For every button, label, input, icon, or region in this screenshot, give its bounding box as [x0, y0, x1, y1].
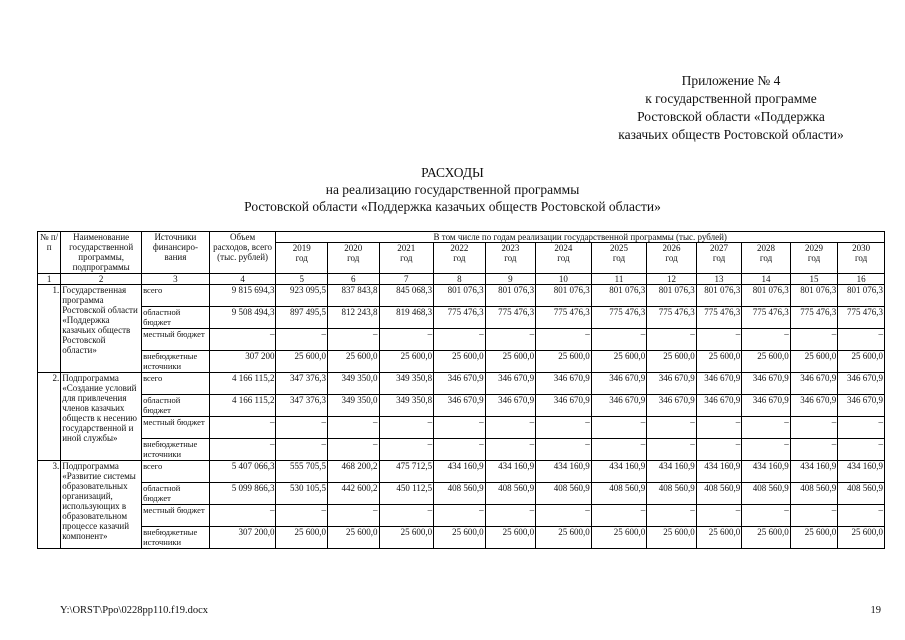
column-number: 2 — [61, 274, 142, 285]
year-amount: 475 712,5 — [379, 461, 434, 483]
year-amount: 346 670,9 — [591, 395, 647, 417]
header-number: № п/п — [38, 232, 61, 274]
year-amount: 801 076,3 — [696, 285, 741, 307]
column-number: 12 — [647, 274, 697, 285]
year-amount: 408 560,9 — [485, 483, 536, 505]
row-number: 1. — [38, 285, 61, 373]
document-heading — [0, 164, 905, 215]
funding-source: внебюджетные источники — [142, 439, 210, 461]
year-amount: – — [696, 439, 741, 461]
year-amount: 25 600,0 — [696, 351, 741, 373]
document-title: РАСХОДЫ — [421, 165, 484, 180]
year-amount: 450 112,5 — [379, 483, 434, 505]
table-row — [38, 483, 885, 505]
appendix-line: казачьих обществ Ростовской области» — [618, 127, 844, 142]
column-number-row — [38, 274, 885, 285]
year-value: 2028 — [757, 243, 776, 253]
total-value: 5 099 866,3 — [209, 483, 276, 505]
year-suffix: год — [504, 253, 517, 263]
year-value: 2030 — [852, 243, 871, 253]
year-amount: 801 076,3 — [591, 285, 647, 307]
year-value: 2020 — [344, 243, 363, 253]
year-amount: 775 476,3 — [536, 307, 592, 329]
total-value: – — [209, 329, 276, 351]
year-amount: 346 670,9 — [742, 373, 791, 395]
year-amount: 801 076,3 — [536, 285, 592, 307]
year-amount: 801 076,3 — [434, 285, 486, 307]
file-path: Y:\ORST\Ppo\0228pp110.f19.docx — [60, 605, 208, 616]
document-subtitle: на реализацию государственной программы — [325, 182, 580, 197]
year-amount: – — [647, 439, 697, 461]
funding-source: всего — [142, 285, 210, 307]
year-amount: 25 600,0 — [276, 527, 328, 549]
year-value: 2023 — [501, 243, 520, 253]
funding-source: всего — [142, 461, 210, 483]
year-amount: 347 376,3 — [276, 395, 328, 417]
year-amount: 442 600,2 — [327, 483, 379, 505]
year-amount: 349 350,8 — [379, 373, 434, 395]
year-amount: 801 076,3 — [790, 285, 837, 307]
header-years-span: В том числе по годам реализации государственной программы (тыс. рублей) — [276, 232, 885, 243]
table-row — [38, 329, 885, 351]
year-amount: – — [434, 439, 486, 461]
year-amount: 812 243,8 — [327, 307, 379, 329]
program-name: Государственная программа Ростовской области «Поддержка казачьих обществ Ростовской области» — [61, 285, 142, 373]
year-amount: 25 600,0 — [379, 351, 434, 373]
year-amount: – — [647, 329, 697, 351]
year-amount: – — [379, 329, 434, 351]
header-year — [591, 243, 647, 274]
year-amount: 555 705,5 — [276, 461, 328, 483]
year-amount: 347 376,3 — [276, 373, 328, 395]
year-amount: 346 670,9 — [485, 373, 536, 395]
year-amount: 775 476,3 — [434, 307, 486, 329]
year-amount: 801 076,3 — [742, 285, 791, 307]
year-amount: 25 600,0 — [536, 351, 592, 373]
column-number: 6 — [327, 274, 379, 285]
funding-source: внебюджетные источники — [142, 527, 210, 549]
year-amount: 25 600,0 — [591, 527, 647, 549]
year-amount: 25 600,0 — [742, 351, 791, 373]
year-amount: – — [276, 439, 328, 461]
year-amount: 25 600,0 — [790, 351, 837, 373]
total-value: – — [209, 417, 276, 439]
row-number: 3. — [38, 461, 61, 549]
column-number: 9 — [485, 274, 536, 285]
year-amount: 349 350,0 — [327, 395, 379, 417]
year-suffix: год — [712, 253, 726, 263]
header-volume: Объем расходов, всего (тыс. рублей) — [209, 232, 276, 274]
header-year — [327, 243, 379, 274]
year-amount: – — [276, 505, 328, 527]
year-amount: 408 560,9 — [838, 483, 885, 505]
year-amount: 775 476,3 — [591, 307, 647, 329]
year-amount: 408 560,9 — [434, 483, 486, 505]
year-amount: – — [485, 439, 536, 461]
year-amount: 434 160,9 — [434, 461, 486, 483]
year-amount: 346 670,9 — [536, 395, 592, 417]
year-amount: – — [485, 417, 536, 439]
funding-source: областной бюджет — [142, 483, 210, 505]
year-amount: – — [327, 505, 379, 527]
year-amount: – — [434, 417, 486, 439]
year-value: 2024 — [554, 243, 573, 253]
column-number: 8 — [434, 274, 486, 285]
year-amount: 25 600,0 — [838, 351, 885, 373]
year-amount: – — [591, 417, 647, 439]
total-value: 307 200 — [209, 351, 276, 373]
year-amount: 25 600,0 — [647, 351, 697, 373]
column-number: 11 — [591, 274, 647, 285]
year-amount: – — [591, 329, 647, 351]
year-amount: – — [696, 417, 741, 439]
year-amount: 346 670,9 — [838, 395, 885, 417]
year-amount: 25 600,0 — [327, 351, 379, 373]
header-year — [742, 243, 791, 274]
header-year — [276, 243, 328, 274]
year-amount: 897 495,5 — [276, 307, 328, 329]
year-amount: 408 560,9 — [591, 483, 647, 505]
table-row — [38, 373, 885, 395]
year-amount: 434 160,9 — [485, 461, 536, 483]
year-amount: 349 350,8 — [379, 395, 434, 417]
year-amount: 434 160,9 — [647, 461, 697, 483]
year-amount: 25 600,0 — [434, 527, 486, 549]
year-suffix: год — [665, 253, 678, 263]
year-amount: – — [536, 439, 592, 461]
year-amount: – — [838, 417, 885, 439]
year-amount: – — [434, 505, 486, 527]
header-year — [696, 243, 741, 274]
total-value: 9 508 494,3 — [209, 307, 276, 329]
header-year — [434, 243, 486, 274]
year-amount: 346 670,9 — [591, 373, 647, 395]
year-amount: 25 600,0 — [379, 527, 434, 549]
header-name: Наименование государственной программы, подпрограммы — [61, 232, 142, 274]
page-number: 19 — [870, 605, 881, 616]
table-row — [38, 395, 885, 417]
year-value: 2026 — [662, 243, 681, 253]
total-value: – — [209, 439, 276, 461]
year-amount: – — [485, 329, 536, 351]
year-amount: – — [536, 417, 592, 439]
year-amount: 25 600,0 — [647, 527, 697, 549]
year-amount: 801 076,3 — [485, 285, 536, 307]
year-value: 2021 — [397, 243, 416, 253]
table-row — [38, 307, 885, 329]
header-year — [790, 243, 837, 274]
header-year — [647, 243, 697, 274]
column-number: 1 — [38, 274, 61, 285]
year-amount: – — [591, 439, 647, 461]
year-amount: – — [379, 439, 434, 461]
appendix-line: Ростовской области «Поддержка — [637, 109, 825, 124]
header-year — [485, 243, 536, 274]
year-amount: – — [379, 417, 434, 439]
column-number: 13 — [696, 274, 741, 285]
year-amount: 346 670,9 — [742, 395, 791, 417]
year-amount: – — [790, 417, 837, 439]
total-value: 307 200,0 — [209, 527, 276, 549]
year-amount: 845 068,3 — [379, 285, 434, 307]
year-amount: 346 670,9 — [790, 395, 837, 417]
year-amount: 346 670,9 — [485, 395, 536, 417]
program-name: Подпрограмма «Создание условий для привлечения членов казачьих обществ к несению государственной и иной службы» — [61, 373, 142, 461]
table-row — [38, 285, 885, 307]
year-suffix: год — [759, 253, 773, 263]
table-row — [38, 505, 885, 527]
total-value: 9 815 694,3 — [209, 285, 276, 307]
header-year — [838, 243, 885, 274]
year-amount: – — [742, 505, 791, 527]
year-amount: – — [327, 329, 379, 351]
program-name: Подпрограмма «Развитие системы образовательных организаций, использующих в образовательном процессе казачий компонент» — [61, 461, 142, 549]
year-amount: – — [696, 505, 741, 527]
year-amount: 530 105,5 — [276, 483, 328, 505]
year-amount: – — [838, 439, 885, 461]
header-row — [38, 232, 885, 243]
year-amount: 349 350,0 — [327, 373, 379, 395]
year-amount: 408 560,9 — [742, 483, 791, 505]
year-value: 2029 — [805, 243, 823, 253]
funding-source: местный бюджет — [142, 417, 210, 439]
year-amount: – — [591, 505, 647, 527]
funding-source: областной бюджет — [142, 395, 210, 417]
year-suffix: год — [557, 253, 570, 263]
total-value: 4 166 115,2 — [209, 373, 276, 395]
year-amount: – — [838, 505, 885, 527]
year-amount: 434 160,9 — [838, 461, 885, 483]
year-amount: 25 600,0 — [485, 351, 536, 373]
year-amount: 408 560,9 — [647, 483, 697, 505]
year-amount: 346 670,9 — [434, 395, 486, 417]
year-suffix: год — [453, 253, 466, 263]
year-amount: 25 600,0 — [591, 351, 647, 373]
year-amount: 25 600,0 — [276, 351, 328, 373]
funding-source: местный бюджет — [142, 329, 210, 351]
table-row — [38, 527, 885, 549]
year-amount: 25 600,0 — [838, 527, 885, 549]
year-amount: 775 476,3 — [485, 307, 536, 329]
funding-source: областной бюджет — [142, 307, 210, 329]
year-amount: 25 600,0 — [696, 527, 741, 549]
year-amount: – — [276, 417, 328, 439]
year-amount: 801 076,3 — [647, 285, 697, 307]
year-amount: – — [536, 505, 592, 527]
year-amount: 346 670,9 — [434, 373, 486, 395]
appendix-line: к государственной программе — [645, 91, 817, 106]
expenses-table — [37, 231, 885, 549]
year-amount: – — [536, 329, 592, 351]
year-amount: 775 476,3 — [647, 307, 697, 329]
year-amount: 408 560,9 — [696, 483, 741, 505]
column-number: 10 — [536, 274, 592, 285]
year-amount: – — [790, 329, 837, 351]
year-amount: 346 670,9 — [647, 395, 697, 417]
year-suffix: год — [400, 253, 413, 263]
year-suffix: год — [612, 253, 626, 263]
year-amount: 775 476,3 — [790, 307, 837, 329]
year-amount: – — [327, 439, 379, 461]
year-amount: – — [379, 505, 434, 527]
header-year — [379, 243, 434, 274]
total-value: 4 166 115,2 — [209, 395, 276, 417]
year-amount: 434 160,9 — [591, 461, 647, 483]
year-amount: 346 670,9 — [536, 373, 592, 395]
row-number: 2. — [38, 373, 61, 461]
year-value: 2025 — [609, 243, 628, 253]
year-amount: 434 160,9 — [696, 461, 741, 483]
year-amount: 346 670,9 — [696, 373, 741, 395]
year-amount: 25 600,0 — [327, 527, 379, 549]
year-amount: 25 600,0 — [790, 527, 837, 549]
year-amount: – — [647, 417, 697, 439]
year-amount: 775 476,3 — [742, 307, 791, 329]
header-source: Источники финансиро-вания — [142, 232, 210, 274]
table-row — [38, 417, 885, 439]
year-amount: 819 468,3 — [379, 307, 434, 329]
year-suffix: год — [854, 253, 868, 263]
column-number: 15 — [790, 274, 837, 285]
year-value: 2022 — [450, 243, 469, 253]
year-amount: – — [434, 329, 486, 351]
column-number: 16 — [838, 274, 885, 285]
year-amount: – — [696, 329, 741, 351]
year-suffix: год — [295, 253, 308, 263]
table-row — [38, 439, 885, 461]
year-amount: 25 600,0 — [485, 527, 536, 549]
year-suffix: год — [807, 253, 821, 263]
year-amount: – — [742, 439, 791, 461]
year-amount: 468 200,2 — [327, 461, 379, 483]
year-amount: 775 476,3 — [696, 307, 741, 329]
funding-source: местный бюджет — [142, 505, 210, 527]
year-amount: – — [485, 505, 536, 527]
column-number: 4 — [209, 274, 276, 285]
year-amount: – — [327, 417, 379, 439]
year-amount: 25 600,0 — [434, 351, 486, 373]
year-amount: – — [742, 417, 791, 439]
year-value: 2019 — [292, 243, 311, 253]
year-amount: – — [276, 329, 328, 351]
year-amount: – — [647, 505, 697, 527]
year-amount: 801 076,3 — [838, 285, 885, 307]
table-row — [38, 461, 885, 483]
year-amount: 923 095,5 — [276, 285, 328, 307]
year-amount: – — [742, 329, 791, 351]
column-number: 14 — [742, 274, 791, 285]
year-value: 2027 — [710, 243, 729, 253]
header-year — [536, 243, 592, 274]
column-number: 7 — [379, 274, 434, 285]
year-amount: – — [790, 439, 837, 461]
year-amount: 25 600,0 — [742, 527, 791, 549]
total-value: – — [209, 505, 276, 527]
year-amount: 434 160,9 — [536, 461, 592, 483]
year-amount: – — [790, 505, 837, 527]
year-amount: 346 670,9 — [647, 373, 697, 395]
document-subtitle: Ростовской области «Поддержка казачьих обществ Ростовской области» — [244, 199, 661, 214]
year-amount: 434 160,9 — [790, 461, 837, 483]
funding-source: внебюджетные источники — [142, 351, 210, 373]
year-amount: 408 560,9 — [536, 483, 592, 505]
year-amount: 837 843,8 — [327, 285, 379, 307]
year-amount: 434 160,9 — [742, 461, 791, 483]
year-amount: 346 670,9 — [790, 373, 837, 395]
year-amount: 408 560,9 — [790, 483, 837, 505]
column-number: 5 — [276, 274, 328, 285]
appendix-block — [581, 72, 881, 144]
total-value: 5 407 066,3 — [209, 461, 276, 483]
appendix-line: Приложение № 4 — [681, 73, 781, 88]
year-amount: 775 476,3 — [838, 307, 885, 329]
year-amount: 346 670,9 — [838, 373, 885, 395]
year-suffix: год — [347, 253, 360, 263]
funding-source: всего — [142, 373, 210, 395]
year-amount: 346 670,9 — [696, 395, 741, 417]
year-amount: 25 600,0 — [536, 527, 592, 549]
column-number: 3 — [142, 274, 210, 285]
year-amount: – — [838, 329, 885, 351]
table-row — [38, 351, 885, 373]
